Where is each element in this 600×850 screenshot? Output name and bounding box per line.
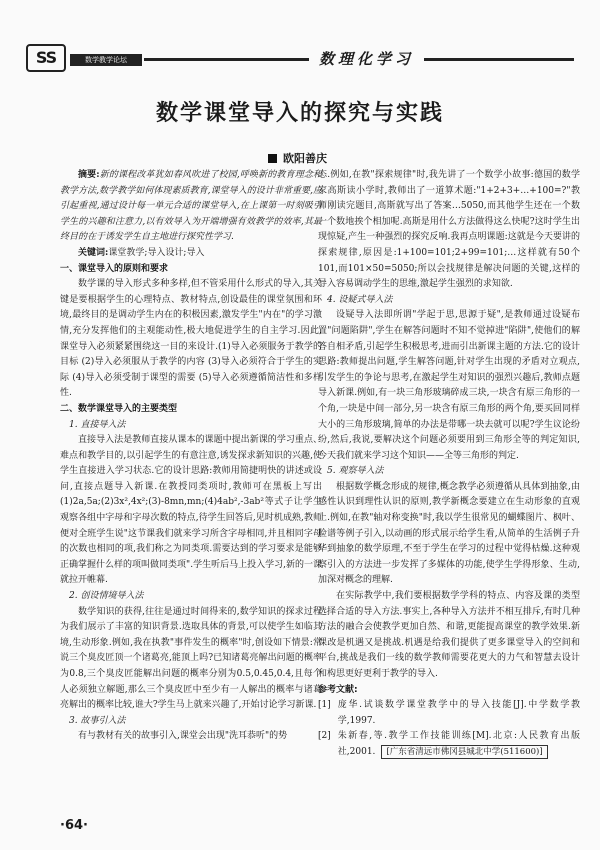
section-heading: 一、课堂导入的原则和要求 bbox=[60, 263, 169, 274]
abstract-text: 新的课程改革犹如春风吹进了校园,呼唤新的教育理念和教学方法,数学教学如何体现素质教育,课堂导入的设计非常重要,应引起重视,通过设计每一单元合适的课堂导入,在上课第一时刻吸引学生的兴趣和注意力,以有效导入为开端增强有效教学的效率,其最终目的在于诱发学生自主地进行探究性学习. bbox=[60, 170, 322, 243]
author-bullet bbox=[268, 154, 277, 163]
reference-number: [1] bbox=[318, 700, 331, 711]
body-paragraph: 设疑导入法即所谓"学起于思,思源于疑",是教师通过设疑布置"问题陷阱",学生在解答问题时不知不觉掉进"陷阱",使他们的解答自相矛盾,引起学生积极思考,进而引出新课主题的方法.它的设计思路:教师提出问题,学生解答问题,针对学生出现的矛盾对立观点,引发学生的争论与思考,在激起学生对知识的强烈兴趣后,教师点题导入新课.例如,有一块三角形玻璃碎成三块,一块含有原三角形的一个角,一块是中间一部分,另一块含有原三角形的两个角,要买回同样大小的三角形玻璃,简单的办法是带哪一块去就可以呢?学生议论纷纷,然后,我说,要解决这个问题必须要用到三角形全等的判定知识,今天我们就来学习这个知识——全等三角形的判定. bbox=[318, 310, 580, 461]
body-paragraph: 根据数学概念形成的规律,概念教学必须遵循从具体到抽象,由感性认识到理性认识的原则,教学新概念要建立在生动形象的直观上.例如,在教"轴对称变换"时,我以学生很常见的蝴蝶图片、枫叶、脸谱等例子引入,以动画的形式展示给学生看,从简单的生活例子升华到抽象的数学原理,不至于学生在学习的过程中觉得枯燥.这种观察引入的方法进一步发挥了多媒体的功能,使学生学得形象、生动,加深对概念的理解. bbox=[318, 481, 580, 586]
body-paragraph: 态.例如,在教"探索规律"时,我先讲了一个数学小故事:德国的数学家高斯读小学时,教师出了一道算术题:"1+2+3+…+100=?"教师刚读完题目,高斯就写出了答案…5050,而其他学生还在一个数一个数地挨个相加呢.高斯是用什么方法做得这么快呢?这时学生出现惊疑,产生一种强烈的探究反响.我再点明课题:这就是今天要讲的探索规律,原因是:1+100=101;2+99=101;…这样就有50个101,而101×50=5050;所以会找规律是解决问题的关键,这样的导入容易调动学生的思维,激起学生强烈的求知欲. bbox=[318, 170, 580, 290]
subsection-heading-text: 5. 观察导入法 bbox=[327, 466, 384, 477]
reference-number: [2] bbox=[318, 731, 331, 742]
subsection-heading-text: 2. 创设情境导入法 bbox=[69, 591, 144, 602]
body-paragraph: 在实际教学中,我们要根据数学学科的特点、内容及课的类型选择合适的导入方法.事实上,各种导入方法并不相互排斥,有时几种方法的融合会使教学更加自然、和谐,更能提高课堂的教学效果.新课改是机遇又是挑战.机遇是给我们提供了更多课堂导入的空间和平台,挑战是我们一线的数学教师需要花更大的力气和智慧去设计和构思更好更利于教学的导入. bbox=[318, 591, 580, 679]
body-paragraph: 数学课的导入形式多种多样,但不管采用什么形式的导入,其关键是要根据学生的心理特点、教材特点,创设最佳的课堂氛围和环境,最终目的是调动学生内在的积极因素,激发学生"内在"的学习激情,充分发挥他们的主观能动性,极大地促进学生的自主学习.因此,课堂导入必须紧紧围绕这一目的来设计.(1)导入必须服务于教学的目标 (2)导入必须服从于教学的内容 (3)导入必须符合于学生的实际 (4)导入必须受制于课型的需要 (5)导入必须遵循简洁性和多样性. bbox=[60, 279, 322, 399]
subsection-heading bbox=[60, 714, 322, 730]
references-heading: 参考文献: bbox=[318, 684, 358, 695]
journal-header bbox=[26, 44, 574, 74]
body-paragraph: 数学知识的获得,往往是通过时间得来的,数学知识的探求过程为我们展示了丰富的知识背景.选取具体的背景,可以使学生如临其境,生动形象.例如,我在执教"事件发生的概率"时,创设如下情景:常说三个臭皮匠顶一个诸葛亮,能顶上吗?已知诸葛亮解出问题的概率为0.8,三个臭皮匠能解出问题的概率分别为0.5,0.45,0.4,且每个人必须独立解题,那么三个臭皮匠中至少有一人解出的概率与诸葛亮解出的概率比较,谁大?学生马上就来兴趣了,开始讨论学习新课. bbox=[60, 606, 322, 711]
keywords bbox=[60, 246, 322, 262]
subsection-heading bbox=[318, 464, 580, 480]
left-column bbox=[60, 168, 322, 745]
subsection-heading-text: 4. 设疑式导入法 bbox=[327, 294, 393, 305]
journal-logo: SS bbox=[26, 44, 66, 72]
journal-logo-subtitle: 数学教学论坛 bbox=[70, 54, 142, 66]
author-line bbox=[268, 150, 327, 166]
author-affiliation: [广东省清远市佛冈县城北中学(511600)] bbox=[381, 745, 547, 759]
subsection-heading bbox=[318, 293, 580, 309]
author-name: 欧阳善庆 bbox=[283, 152, 327, 165]
column-title: 数理化学习 bbox=[309, 46, 424, 72]
reference-text: 庞华.试谈数学课堂教学中的导入技能[J].中学数学教学,1997. bbox=[337, 700, 580, 726]
reference-item bbox=[318, 729, 580, 760]
abstract-label: 摘要: bbox=[78, 170, 100, 180]
body-paragraph: 有与教材有关的故事引入,课堂会出现"洗耳恭听"的势 bbox=[78, 731, 288, 742]
abstract bbox=[60, 168, 322, 246]
article-title: 数学课堂导入的探究与实践 bbox=[155, 101, 444, 126]
subsection-heading-text: 3. 故事引入法 bbox=[69, 715, 126, 726]
keywords-text: 课堂教学;导入设计;导入 bbox=[108, 247, 205, 258]
right-column bbox=[318, 168, 580, 761]
subsection-heading-text: 1. 直接导入法 bbox=[69, 419, 126, 430]
body-paragraph: 直接导入法是教师直接从课本的课题中提出新课的学习重点、难点和教学目的,以引起学生的有意注意,诱发探求新知识的兴趣,使学生直接进入学习状态.它的设计思路:教师用简捷明快的讲述或设问,直接点题导入新课.在教授同类项时,教师可在黑板上写出(1)2a,5a;(2)3x²,4x²;(3)-8mn,mn;(4)4ab²,-3ab²等式子让学生观察各组中字母和字母次数的特点,待学生回答后,见时机成熟,教师便对全班学生说"这节课我们就来学习所含字母相同,并且相同字母的次数也相同的项,我们称之为同类项.需要达到的学习要求是能够正确掌握什么样的项叫做同类项".学生听后马上投入学习,新的一课就拉开帷幕. bbox=[60, 435, 322, 586]
reference-item bbox=[318, 698, 580, 729]
keywords-label: 关键词: bbox=[78, 247, 109, 258]
section-heading: 二、数学课堂导入的主要类型 bbox=[60, 403, 178, 414]
page-number: ·64· bbox=[60, 818, 88, 833]
reference-text: 朱新春,等.教学工作技能训练[M].北京:人民教育出版社,2001. bbox=[337, 731, 580, 757]
subsection-heading bbox=[60, 589, 322, 605]
subsection-heading bbox=[60, 418, 322, 434]
